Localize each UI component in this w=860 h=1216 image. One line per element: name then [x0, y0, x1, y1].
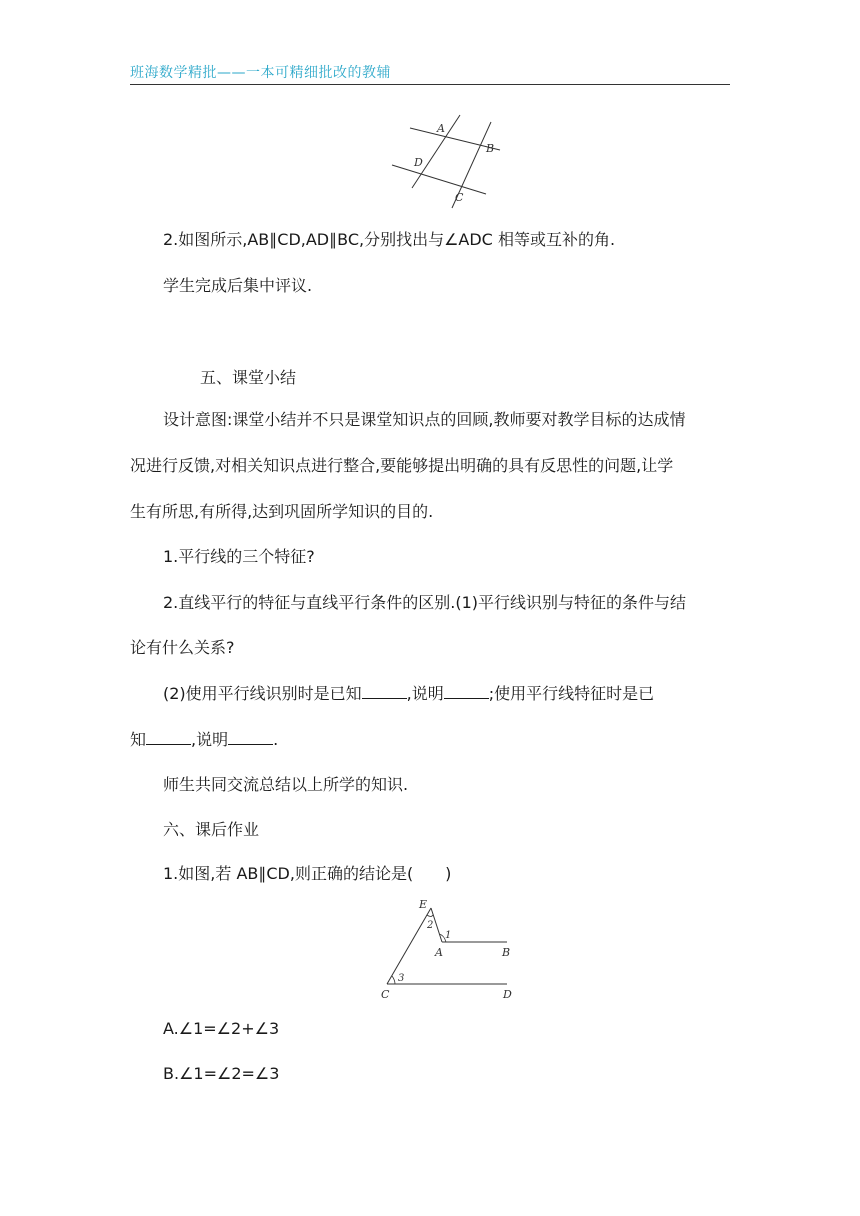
label-b: B [486, 142, 495, 155]
figure-angles [375, 896, 525, 1006]
summary-item-3-line-2 [130, 730, 730, 750]
angle-arc-3 [392, 976, 395, 984]
s3-line2-text-2: ,说明 [191, 730, 229, 749]
design-intent-line-2: 况进行反馈,对相关知识点进行整合,要能够提出明确的具有反思性的问题,让学 [130, 456, 674, 475]
summary-item-1: 1.平行线的三个特征? [163, 547, 315, 566]
section-5-title: 五、课堂小结 [200, 368, 297, 387]
line-ad [412, 115, 460, 188]
s3-text-2: ,说明 [406, 684, 444, 703]
design-intent-line-1: 设计意图:课堂小结并不只是课堂知识点的回顾,教师要对教学目标的达成情 [163, 410, 686, 429]
header-divider [130, 84, 730, 85]
header-title: 班海数学精批——一本可精细批改的教辅 [130, 65, 391, 81]
summary-text: 师生共同交流总结以上所学的知识. [163, 775, 409, 794]
question-2: 2.如图所示,AB∥CD,AD∥BC,分别找出与∠ADC 相等或互补的角. [163, 230, 616, 249]
blank-field [444, 684, 489, 699]
homework-question-1: 1.如图,若 AB∥CD,则正确的结论是( ) [163, 864, 452, 883]
review-text: 学生完成后集中评议. [163, 276, 313, 295]
label-3: 3 [398, 973, 405, 984]
section-6-title: 六、课后作业 [163, 820, 260, 839]
label-d: D [414, 156, 423, 169]
label-a: A [437, 122, 445, 135]
design-intent-line-3: 生有所思,有所得,达到巩固所学知识的目的. [130, 502, 434, 521]
s3-line2-text-3: . [273, 730, 279, 749]
summary-item-2-line-2: 论有什么关系? [130, 638, 235, 657]
figure-parallel-lines [388, 110, 508, 210]
summary-item-2-line-1: 2.直线平行的特征与直线平行条件的区别.(1)平行线识别与特征的条件与结 [163, 593, 687, 612]
angle-arc-2 [427, 915, 433, 917]
s3-text-3: ;使用平行线特征时是已 [488, 684, 655, 703]
label-c: C [381, 988, 390, 1001]
option-b: B.∠1=∠2=∠3 [163, 1064, 280, 1083]
s3-text-1: (2)使用平行线识别时是已知 [163, 684, 362, 703]
line-ce [387, 908, 434, 984]
summary-item-3-line-1 [163, 684, 730, 704]
blank-field [146, 730, 191, 745]
label-b: B [502, 946, 511, 959]
label-c: C [455, 191, 464, 204]
label-d: D [503, 988, 512, 1001]
label-e: E [419, 898, 428, 911]
option-a: A.∠1=∠2+∠3 [163, 1019, 280, 1038]
blank-field [228, 730, 273, 745]
label-a: A [435, 946, 443, 959]
line-dc [392, 165, 486, 194]
label-2: 2 [427, 920, 434, 931]
label-1: 1 [445, 930, 452, 941]
s3-line2-text-1: 知 [130, 730, 147, 749]
blank-field [362, 684, 407, 699]
